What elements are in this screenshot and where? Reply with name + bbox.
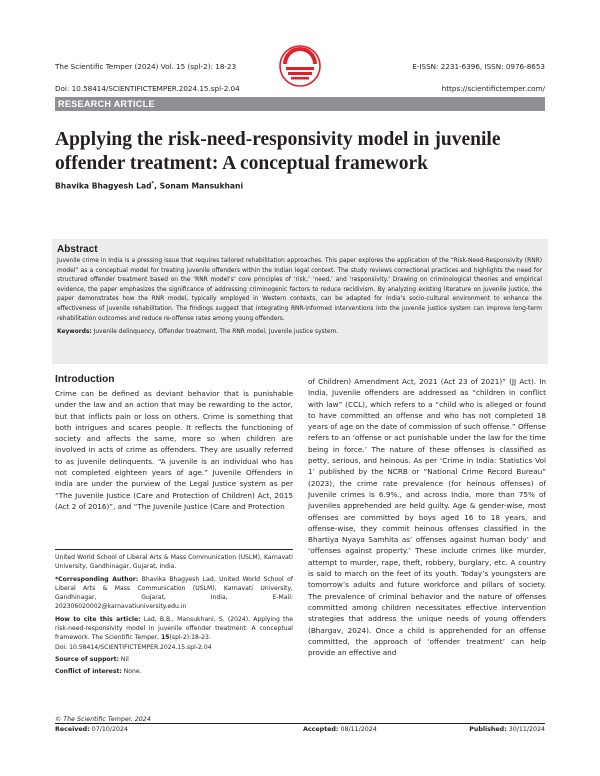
abstract-heading: Abstract (57, 244, 98, 255)
author-name: Bhavika Bhagyesh Lad (55, 181, 152, 191)
keywords-label: Keywords: (57, 329, 92, 336)
journal-logo-icon (278, 44, 322, 88)
footer-divider (55, 723, 545, 724)
introduction-heading: Introduction (55, 374, 115, 385)
issn-line: E-ISSN: 2231-6396, ISSN: 0976-8653 (412, 62, 545, 71)
author-list (55, 181, 243, 191)
support-value: Nil (120, 655, 129, 663)
abstract-text: Juvenile crime in India is a pressing issue that requires tailored rehabilitation approaches. This paper explores the application of the “Risk-Need-Responsivity (RNR) model” as a conceptual model for treating juvenile offenders within the Indian legal context. The study reviews correctional practices and highlights the need for structured offender treatment based on the ‘RNR model’s’ core principles of ‘risk,’ ‘need,’ and ‘responsivity.’ Drawing on criminological theories and empirical evidence, the paper emphasizes the significance of addressing criminogenic factors to reduce recidivism. By analyzing existing literature on juvenile justice, the paper demonstrates how the RNR model, typically employed in Western contexts, can be adapted for India’s socio-cultural environment to enhance the effectiveness of juvenile rehabilitation. The findings suggest that integrating RNR-informed interventions into the juvenile justice system can improve long-term rehabilitation outcomes and reduce re-offense rates among young offenders. (57, 258, 542, 322)
cite-label: How to cite this article: (55, 615, 141, 623)
received-label: Received: (55, 726, 90, 733)
article-title: Applying the risk-need-responsivity model in juvenile offender treatment: A conceptual framework (55, 129, 501, 174)
abstract-section (52, 239, 548, 364)
cite-doi: Doi: 10.58414/SCIENTIFICTEMPER.2024.15.spl-2.04 (55, 643, 212, 651)
doi-line: Doi: 10.58414/SCIENTIFICTEMPER.2024.15.spl-2.04 (55, 84, 240, 93)
corresponding-author-mark: * (151, 181, 155, 187)
journal-url-link[interactable]: https://scientifictemper.com/ (441, 84, 545, 93)
published-value: 30/11/2024 (508, 726, 545, 733)
published-date (469, 726, 545, 733)
author-separator: , (154, 181, 160, 191)
copyright: © The Scientific Temper. 2024 (55, 716, 151, 723)
keywords-line (57, 328, 542, 338)
affiliation: United World School of Liberal Arts & Mass Communication (USLM), Karnavati University, Gandhinagar, Gujarat, India. (55, 554, 293, 571)
support-label: Source of support: (55, 655, 119, 663)
accepted-label: Accepted: (303, 726, 339, 733)
received-date (55, 726, 128, 733)
article-notes (55, 549, 293, 680)
cite-text: Lad, B.B., Mansukhani, S. (2024). Applying the risk-need-responsivity model in juvenile offender treatment: A conceptual framework. The Scientific Temper, (55, 615, 293, 642)
journal-citation-line: The Scientific Temper (2024) Vol. 15 (spl-2): 18-23 (55, 62, 237, 71)
body-column-right (308, 376, 546, 658)
corresponding-label: *Corresponding Author: (55, 575, 139, 583)
conflict-note (55, 667, 293, 676)
received-value: 07/10/2024 (91, 726, 128, 733)
citation-note (55, 615, 293, 652)
body-column-left (55, 388, 293, 512)
body-paragraph: of Children) Amendment Act, 2021 (Act 23 of 2021)” (JJ Act). In India, Juvenile offenders are addressed as “children in conflict with law” (CCL), which refers to a “child who is alleged or found to have committed an offense and who has not completed 18 years of age on the date of commission of such offense.” Offense refers to an ‘offense or act punishable under the law for the time being in force.’ The nature of these offenses is classified as petty, serious, and heinous. As per ‘Crime in India: Statistics Vol 1’ published by the NCRB or “National Crime Record Bureau” (2023), the crime rate prevalence (for heinous offenses) of Juvenile crimes is 6.9%., and across India, more than 75% of juveniles apprehended are held guilty. Age & gender-wise, most offenses are committed by boys aged 16 to 18 years, and offense-wise, they commit heinous offenses classified in the Bhartiya Nyaya Samhita as’ offenses against human body’ and ‘offenses against property.’ These include crimes like murder, attempt to murder, rape, theft, robbery, burglary, etc. A country is said to march on the feet of its youth. Today’s youngsters are tomorrow’s adults and future workforce and pillars of society. The prevalence of criminal behavior and the nature of offenses committed among children necessitates effective intervention strategies that address the unique needs of young offenders (Bhargav, 2024). Once a child is apprehended for an offense committed, the approach of ‘offender treatment’ can help provide an effective and (308, 377, 546, 658)
corresponding-text: Bhavika Bhagyesh Lad, United World School of Liberal Arts & Mass Communication (USLM), Karnavati University, Gandhinagar, Gujarat, India, E-Mail: 202306020002@karnavatiuniversity.edu.in (55, 575, 293, 611)
cite-pages: (spl-2):18-23. (169, 634, 211, 642)
corresponding-author-note (55, 575, 293, 612)
accepted-value: 08/11/2024 (340, 726, 377, 733)
conflict-label: Conflict of interest: (55, 668, 122, 676)
conflict-value: None. (123, 668, 142, 676)
author-name: Sonam Mansukhani (159, 181, 244, 191)
support-note (55, 655, 293, 664)
published-label: Published: (469, 726, 507, 733)
section-label: RESEARCH ARTICLE (55, 97, 545, 111)
cite-volume: 15 (161, 634, 170, 642)
keywords-list: Juvenile delinquency, Offender treatment, The RNR model, Juvenile justice system. (93, 329, 339, 336)
accepted-date (303, 726, 377, 733)
body-paragraph: Crime can be defined as deviant behavior that is punishable under the law and an action that may be rewarding to the actor, but that inflicts pain or loss on others. Crime is something that both intrigues and scares people. It reflects the functioning of society and affects the same, more so when children are involved in acts of crime as offenders. They are usually referred to as juvenile delinquents. “A juvenile is an individual who has not completed eighteen years of age.” Juvenile Offenders in India are under the purview of the Legal Justice system as per “The Juvenile Justice (Care and Protection of Children) Act, 2015 (Act 2 of 2016)”, and “The Juvenile Justice (Care and Protection (55, 389, 293, 511)
